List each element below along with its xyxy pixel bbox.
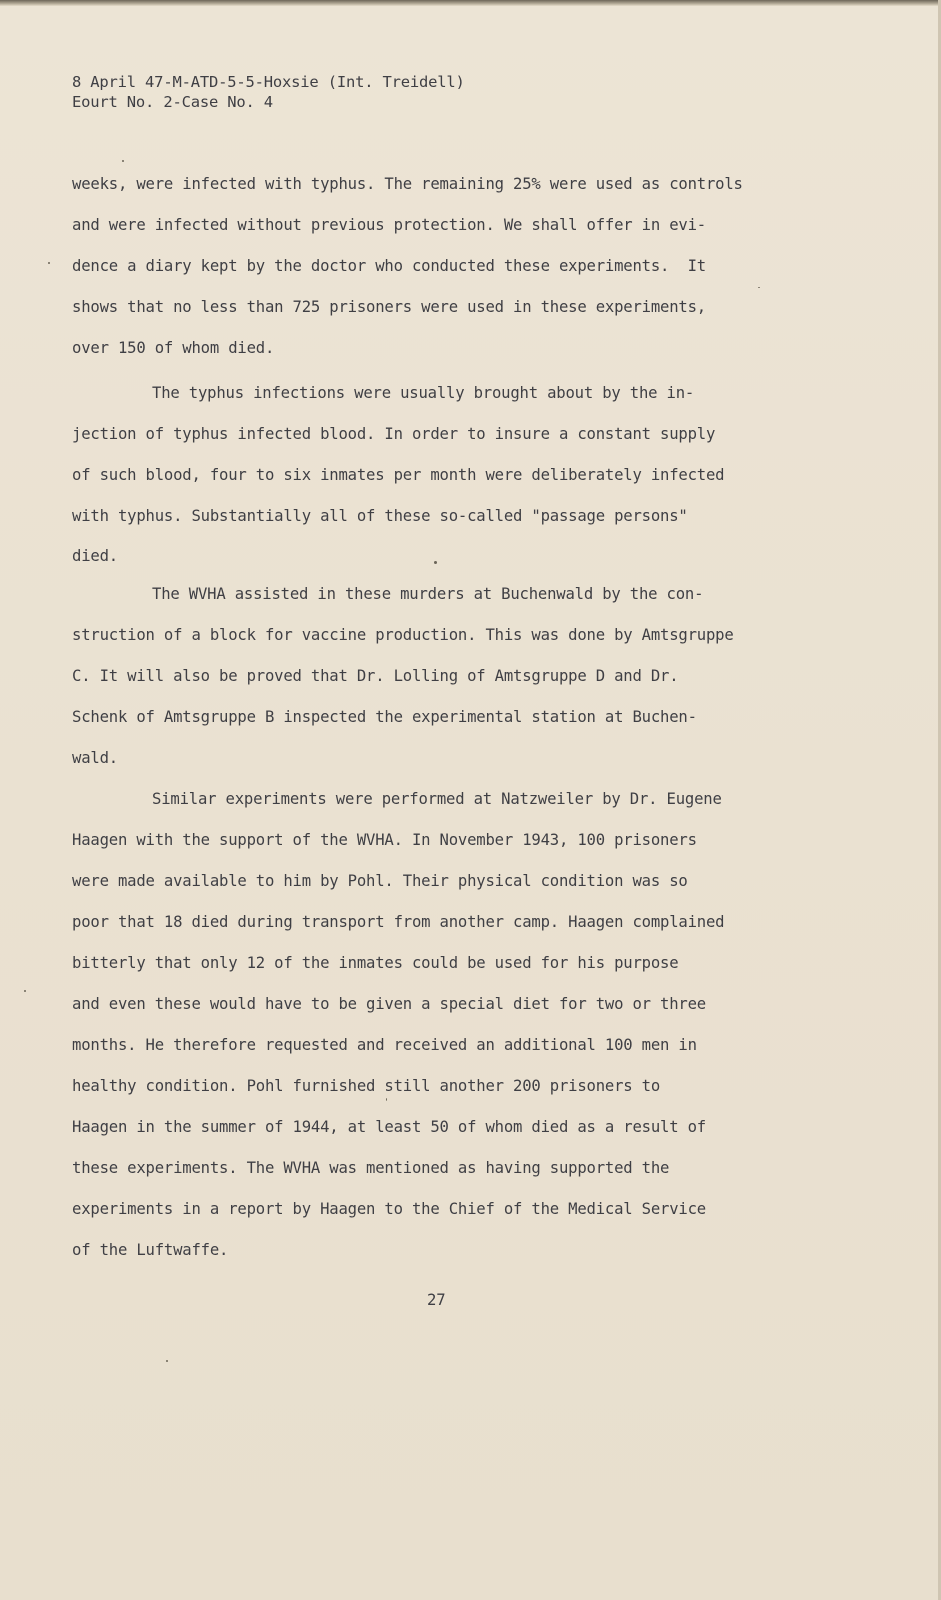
text-line-paragraph-start: The WVHA assisted in these murders at Buchenwald by the con- bbox=[152, 585, 704, 603]
text-line: of such blood, four to six inmates per month were deliberately infected bbox=[72, 466, 725, 484]
text-line: Haagen with the support of the WVHA. In November 1943, 100 prisoners bbox=[72, 831, 697, 849]
document-header bbox=[72, 72, 465, 112]
text-line: dence a diary kept by the doctor who conducted these experiments. It bbox=[72, 257, 706, 275]
text-line: bitterly that only 12 of the inmates could be used for his purpose bbox=[72, 954, 679, 972]
text-line: Haagen in the summer of 1944, at least 50 of whom died as a result of bbox=[72, 1118, 706, 1136]
text-line: months. He therefore requested and received an additional 100 men in bbox=[72, 1036, 697, 1054]
text-line: weeks, were infected with typhus. The remaining 25% were used as controls bbox=[72, 175, 743, 193]
paper-speck bbox=[48, 262, 50, 264]
text-line: of the Luftwaffe. bbox=[72, 1241, 229, 1259]
page-top-edge bbox=[0, 0, 941, 6]
paper-speck bbox=[122, 160, 124, 162]
text-line: shows that no less than 725 prisoners were used in these experiments, bbox=[72, 298, 706, 316]
text-line: and even these would have to be given a special diet for two or three bbox=[72, 995, 706, 1013]
text-line: wald. bbox=[72, 749, 118, 767]
paper-speck bbox=[24, 990, 26, 992]
text-line: with typhus. Substantially all of these so-called "passage persons" bbox=[72, 507, 688, 525]
header-line-court-case: Eourt No. 2-Case No. 4 bbox=[72, 93, 273, 111]
text-line: died. bbox=[72, 547, 118, 565]
text-line: these experiments. The WVHA was mentioned as having supported the bbox=[72, 1159, 670, 1177]
text-line: over 150 of whom died. bbox=[72, 339, 275, 357]
text-line: struction of a block for vaccine production. This was done by Amtsgruppe bbox=[72, 626, 734, 644]
text-line: and were infected without previous protection. We shall offer in evi- bbox=[72, 216, 706, 234]
text-line: jection of typhus infected blood. In order to insure a constant supply bbox=[72, 425, 716, 443]
text-line: were made available to him by Pohl. Their physical condition was so bbox=[72, 872, 688, 890]
paper-speck bbox=[386, 1098, 387, 1101]
text-line: healthy condition. Pohl furnished still another 200 prisoners to bbox=[72, 1077, 661, 1095]
paper-speck bbox=[758, 287, 760, 288]
text-line: Schenk of Amtsgruppe B inspected the experimental station at Buchen- bbox=[72, 708, 697, 726]
text-line: poor that 18 died during transport from another camp. Haagen complained bbox=[72, 913, 725, 931]
header-line-date-reference: 8 April 47-M-ATD-5-5-Hoxsie (Int. Treidell) bbox=[72, 73, 465, 91]
text-line-paragraph-start: The typhus infections were usually brought about by the in- bbox=[152, 384, 695, 402]
paper-speck bbox=[434, 561, 437, 564]
text-line: experiments in a report by Haagen to the Chief of the Medical Service bbox=[72, 1200, 706, 1218]
page-number: 27 bbox=[427, 1291, 446, 1309]
text-line-paragraph-start: Similar experiments were performed at Natzweiler by Dr. Eugene bbox=[152, 790, 722, 808]
text-line: C. It will also be proved that Dr. Lolling of Amtsgruppe D and Dr. bbox=[72, 667, 679, 685]
paper-speck bbox=[166, 1360, 168, 1362]
